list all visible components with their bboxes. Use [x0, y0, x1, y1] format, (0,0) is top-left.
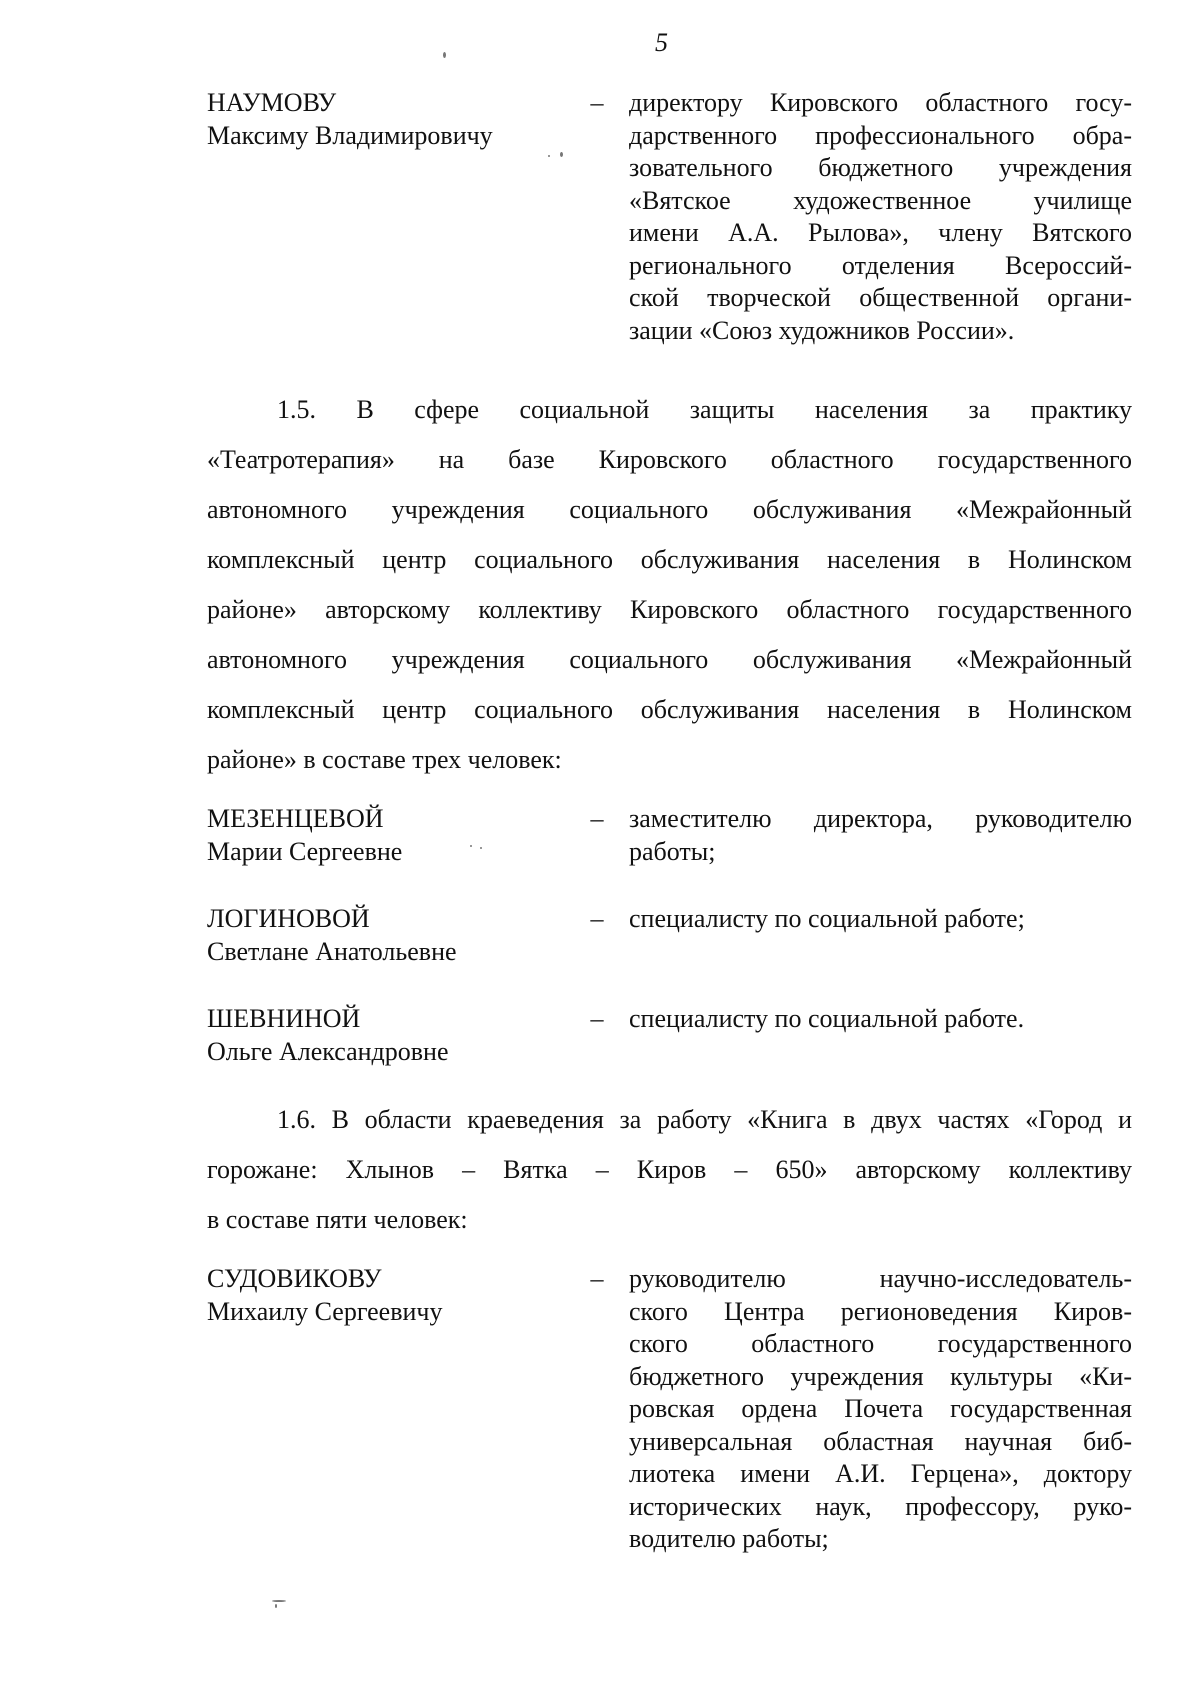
- paragraph-line: автономного учреждения социального обслуживания «Межрайонный: [207, 495, 1132, 524]
- recipient-position: [629, 1263, 1132, 1556]
- position-line: водителю работы;: [629, 1524, 829, 1553]
- recipient-name: [207, 1263, 567, 1328]
- paragraph-line: комплексный центр социального обслуживания населения в Нолинском: [207, 695, 1132, 724]
- recipient-name: [207, 803, 567, 868]
- paragraph-line: районе» авторскому коллективу Кировского областного государственного: [207, 595, 1132, 624]
- dash: –: [590, 804, 604, 833]
- position-line: работы;: [629, 836, 716, 866]
- scan-speck: [275, 1604, 277, 1608]
- paragraph-line: 1.5. В сфере социальной защиты населения за практику: [277, 395, 1132, 424]
- position-line: исторических наук, профессору, руко-: [629, 1491, 1132, 1521]
- dash: –: [590, 1004, 604, 1033]
- dash: –: [590, 1264, 604, 1293]
- position-line: ровская ордена Почета государственная: [629, 1394, 1132, 1423]
- recipient-name: [207, 1003, 567, 1068]
- dash: –: [590, 904, 604, 933]
- scan-speck: [548, 155, 550, 157]
- position-line: бюджетного учреждения культуры «Ки-: [629, 1361, 1132, 1391]
- page-number: 5: [655, 28, 668, 57]
- paragraph-1-5: [207, 385, 1132, 785]
- recipient-given-name: Михаилу Сергеевичу: [207, 1296, 443, 1326]
- recipient-given-name: Светлане Анатольевне: [207, 936, 457, 966]
- recipient-surname: СУДОВИКОВУ: [207, 1264, 382, 1293]
- position-line: дарственного профессионального обра-: [629, 120, 1132, 150]
- recipient-name: [207, 903, 567, 968]
- recipient-position: [629, 903, 1132, 936]
- scan-speck: [272, 1600, 286, 1602]
- position-line: регионального отделения Всероссий-: [629, 250, 1132, 280]
- position-line: заместителю директора, руководителю: [629, 804, 1132, 833]
- recipient-name: [207, 87, 567, 152]
- paragraph-line: в составе пяти человек:: [207, 1205, 468, 1234]
- recipient-position: [629, 87, 1132, 347]
- paragraph-line: комплексный центр социального обслуживания населения в Нолинском: [207, 545, 1132, 574]
- scan-speck: [480, 847, 482, 849]
- recipient-surname: ШЕВНИНОЙ: [207, 1004, 361, 1033]
- scan-speck: [560, 152, 563, 157]
- paragraph-line: районе» в составе трех человек:: [207, 745, 562, 774]
- position-line: директору Кировского областного госу-: [629, 88, 1132, 117]
- position-line: зовательного бюджетного учреждения: [629, 153, 1132, 182]
- recipient-surname: МЕЗЕНЦЕВОЙ: [207, 804, 384, 833]
- position-line: «Вятское художественное училище: [629, 185, 1132, 215]
- paragraph-line: «Театротерапия» на базе Кировского областного государственного: [207, 445, 1132, 474]
- position-line: лиотека имени А.И. Герцена», доктору: [629, 1459, 1132, 1488]
- paragraph-1-6: [207, 1095, 1132, 1245]
- recipient-given-name: Марии Сергеевне: [207, 836, 403, 866]
- paragraph-line: 1.6. В области краеведения за работу «Книга в двух частях «Город и: [277, 1105, 1132, 1134]
- position-line: универсальная областная научная биб-: [629, 1426, 1132, 1456]
- dash: –: [590, 88, 604, 117]
- position-line: специалисту по социальной работе;: [629, 904, 1025, 933]
- recipient-surname: НАУМОВУ: [207, 88, 337, 117]
- position-line: специалисту по социальной работе.: [629, 1004, 1025, 1033]
- recipient-given-name: Максиму Владимировичу: [207, 120, 493, 150]
- position-line: зации «Союз художников России».: [629, 315, 1015, 345]
- position-line: ской творческой общественной органи-: [629, 283, 1132, 312]
- position-line: руководителю научно-исследователь-: [629, 1264, 1132, 1293]
- paragraph-line: автономного учреждения социального обслуживания «Межрайонный: [207, 645, 1132, 674]
- scan-speck: [443, 52, 446, 58]
- position-line: ского Центра регионоведения Киров-: [629, 1296, 1132, 1326]
- paragraph-line: горожане: Хлынов – Вятка – Киров – 650» авторскому коллективу: [207, 1155, 1132, 1184]
- position-line: ского областного государственного: [629, 1329, 1132, 1358]
- recipient-position: [629, 1003, 1132, 1036]
- recipient-given-name: Ольге Александровне: [207, 1036, 449, 1066]
- recipient-surname: ЛОГИНОВОЙ: [207, 904, 370, 933]
- scan-speck: [470, 845, 472, 847]
- recipient-position: [629, 803, 1132, 868]
- position-line: имени А.А. Рылова», члену Вятского: [629, 218, 1132, 247]
